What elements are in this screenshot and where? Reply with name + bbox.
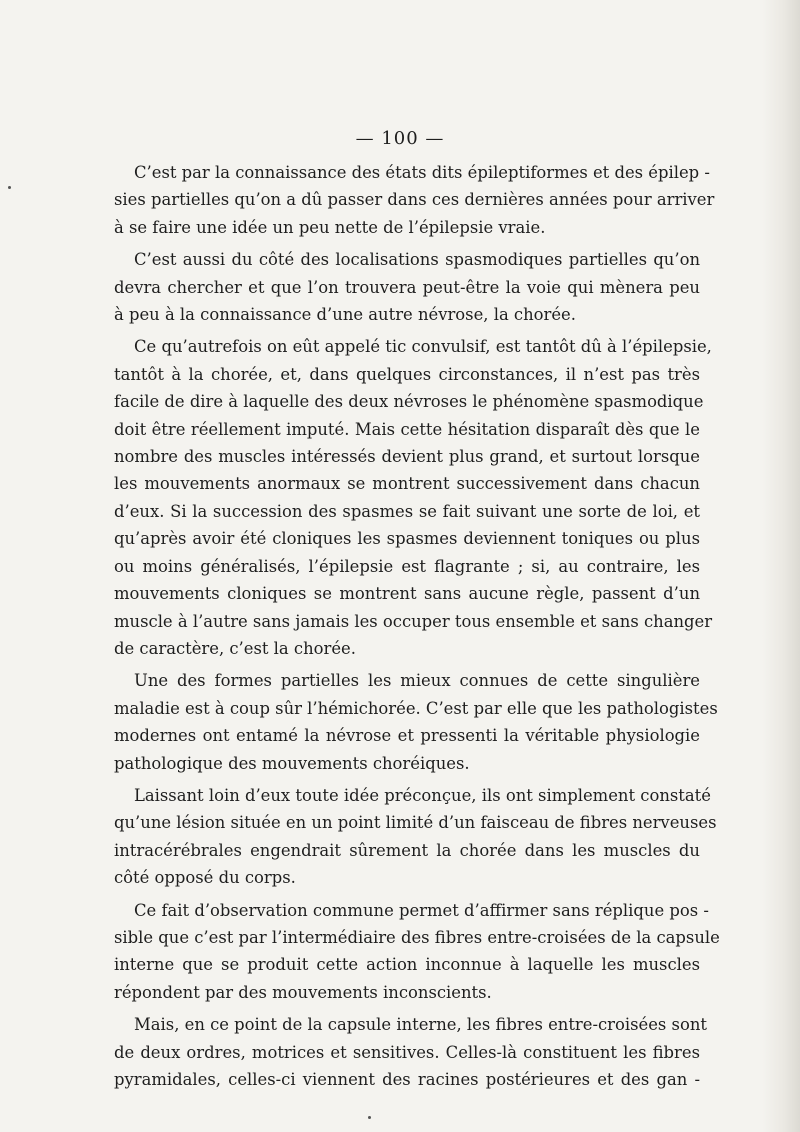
text-line: maladie est à coup sûr l’hémichorée. C’est par elle que les pathologistes [114, 698, 718, 718]
page-edge-shadow [762, 0, 800, 1132]
text-line: ou moins généralisés, l’épilepsie est flagrante ; si, au contraire, les [114, 556, 700, 576]
text-line: mouvements cloniques se montrent sans aucune règle, passent d’un [114, 584, 700, 604]
text-line: Ce qu’autrefois on eût appelé tic convulsif, est tantôt dû à l’épilepsie, [134, 337, 712, 357]
text-line: répondent par des mouvements inconscients. [114, 982, 492, 1002]
text-line: d’eux. Si la succession des spasmes se fait suivant une sorte de loi, et [114, 501, 700, 521]
text-line: tantôt à la chorée, et, dans quelques circonstances, il n’est pas très [114, 364, 700, 384]
page-number: — 100 — [355, 128, 445, 149]
speck-mark [368, 1116, 371, 1119]
text-line: qu’une lésion située en un point limité d’un faisceau de fibres nerveuses [114, 813, 717, 833]
text-line: à se faire une idée un peu nette de l’épilepsie vraie. [114, 217, 546, 237]
text-line: à peu à la connaissance d’une autre névrose, la chorée. [114, 305, 576, 325]
text-line: muscle à l’autre sans jamais les occuper tous ensemble et sans changer [114, 611, 713, 631]
paragraph [114, 1011, 707, 1093]
paragraph [114, 246, 700, 328]
text-line: de deux ordres, motrices et sensitives. Celles-là constituent les fibres [114, 1042, 700, 1062]
text-line: les mouvements anormaux se montrent successivement dans chacun [114, 474, 700, 494]
text-line: nombre des muscles intéressés devient plus grand, et surtout lorsque [114, 447, 700, 467]
text-line: sies partielles qu’on a dû passer dans ces dernières années pour arriver [114, 190, 715, 210]
text-line: modernes ont entamé la névrose et pressenti la véritable physiologie [114, 726, 700, 746]
text-line: Mais, en ce point de la capsule interne, les fibres entre-croisées sont [134, 1015, 707, 1035]
text-line: côté opposé du corps. [114, 868, 296, 888]
text-line: facile de dire à laquelle des deux névroses le phénomène spasmodique [114, 392, 704, 412]
text-line: pyramidales, celles-ci viennent des racines postérieures et des gan - [114, 1070, 700, 1089]
text-line: interne que se produit cette action inconnue à laquelle les muscles [114, 955, 700, 975]
text-line: C’est par la connaissance des états dits épileptiformes et des épilep - [134, 163, 710, 182]
text-line: qu’après avoir été cloniques les spasmes deviennent toniques ou plus [114, 529, 700, 549]
body-text [114, 159, 720, 1098]
paragraph [114, 667, 718, 777]
text-line: Une des formes partielles les mieux connues de cette singulière [134, 671, 700, 691]
text-line: de caractère, c’est la chorée. [114, 638, 356, 658]
text-line: Laissant loin d’eux toute idée préconçue, ils ont simplement constaté [134, 785, 711, 805]
paragraph [114, 897, 720, 1007]
speck-mark [8, 186, 11, 189]
text-line: doit être réellement imputé. Mais cette hésitation disparaît dès que le [114, 419, 700, 439]
paragraph [114, 333, 713, 662]
paragraph [114, 159, 715, 241]
text-line: devra chercher et que l’on trouvera peut-être la voie qui mènera peu [114, 277, 700, 297]
text-line: C’est aussi du côté des localisations spasmodiques partielles qu’on [134, 250, 700, 270]
paragraph [114, 782, 717, 892]
text-line: Ce fait d’observation commune permet d’affirmer sans réplique pos - [134, 900, 709, 920]
text-line: sible que c’est par l’intermédiaire des fibres entre-croisées de la capsule [114, 927, 720, 947]
text-line: pathologique des mouvements choréiques. [114, 753, 470, 773]
text-line: intracérébrales engendrait sûrement la chorée dans les muscles du [114, 840, 700, 860]
